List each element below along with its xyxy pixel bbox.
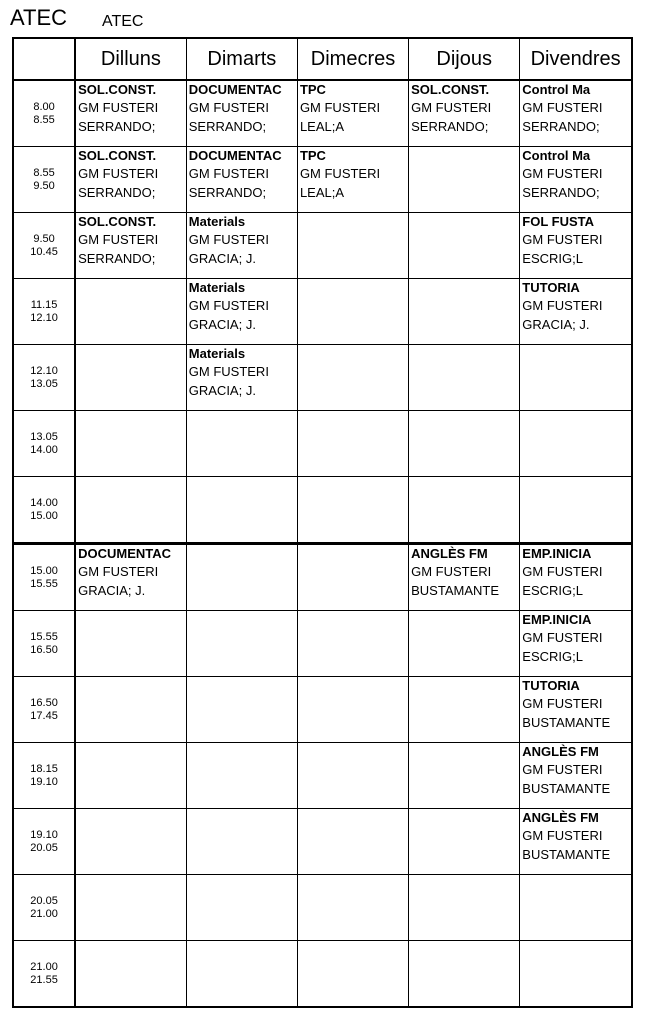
lesson-teacher: GRACIA; J. (78, 583, 146, 598)
lesson-cell (520, 677, 631, 743)
lesson-cell (520, 941, 631, 1007)
time-slot-cell (14, 809, 75, 875)
lesson-teacher: BUSTAMANTE (522, 715, 611, 730)
lesson-group: GM FUSTERI (411, 100, 492, 115)
lesson-group: GM FUSTERI (188, 364, 269, 379)
lesson-group: GM FUSTERI (188, 166, 269, 181)
lesson-teacher: ESCRIG;L (522, 583, 583, 598)
lesson-cell (409, 80, 520, 147)
lesson-cell (409, 875, 520, 941)
time-slot-cell (14, 345, 75, 411)
lesson-teacher: ESCRIG;L (522, 649, 583, 664)
lesson-subject: TPC (299, 148, 326, 163)
lesson-teacher: SERRANDO; (411, 119, 489, 134)
time-slot-cell (14, 544, 75, 611)
lesson-cell (297, 345, 408, 411)
lesson-subject: TPC (299, 82, 326, 97)
lesson-cell (520, 279, 631, 345)
time-slot-cell (14, 279, 75, 345)
lesson-teacher: SERRANDO; (188, 119, 267, 134)
lesson-cell (186, 544, 297, 611)
lesson-subject: Materials (188, 346, 246, 361)
lesson-teacher: SERRANDO; (78, 119, 156, 134)
lesson-cell (186, 147, 297, 213)
lesson-cell (75, 809, 186, 875)
lesson-cell (520, 411, 631, 477)
slot-end-time: 12.10 (30, 311, 58, 324)
lesson-subject: Control Ma (522, 148, 591, 163)
lesson-cell (409, 147, 520, 213)
lesson-cell (520, 345, 631, 411)
lesson-cell (75, 345, 186, 411)
lesson-group: GM FUSTERI (522, 630, 603, 645)
table-row (14, 875, 631, 941)
day-header-dimecres: Dimecres (297, 39, 408, 80)
lesson-subject: EMP.INICIA (522, 612, 592, 627)
lesson-teacher: SERRANDO; (188, 185, 267, 200)
lesson-cell (520, 611, 631, 677)
lesson-cell (297, 477, 408, 544)
slot-start-time: 8.00 (33, 100, 55, 113)
slot-start-time: 16.50 (30, 696, 58, 709)
lesson-cell (75, 941, 186, 1007)
slot-start-time: 20.05 (30, 894, 58, 907)
slot-start-time: 12.10 (30, 364, 58, 377)
day-header-divendres: Divendres (520, 39, 631, 80)
slot-start-time: 15.00 (30, 564, 58, 577)
lesson-cell (409, 477, 520, 544)
lesson-cell (297, 279, 408, 345)
lesson-teacher: SERRANDO; (522, 185, 600, 200)
lesson-group: GM FUSTERI (522, 696, 603, 711)
lesson-cell (297, 941, 408, 1007)
table-row (14, 941, 631, 1007)
table-row (14, 677, 631, 743)
day-header-row (14, 39, 631, 80)
lesson-cell (409, 941, 520, 1007)
lesson-cell (186, 743, 297, 809)
lesson-subject: TUTORIA (522, 678, 580, 693)
lesson-cell (75, 80, 186, 147)
slot-end-time: 17.45 (30, 709, 58, 722)
lesson-subject: ANGLÈS FM (411, 546, 488, 561)
lesson-cell (186, 80, 297, 147)
table-row (14, 80, 631, 147)
table-row (14, 279, 631, 345)
lesson-group: GM FUSTERI (78, 564, 159, 579)
lesson-cell (186, 477, 297, 544)
slot-end-time: 20.05 (30, 841, 58, 854)
lesson-cell (297, 544, 408, 611)
lesson-cell (520, 809, 631, 875)
table-row (14, 611, 631, 677)
lesson-cell (75, 611, 186, 677)
lesson-cell (297, 743, 408, 809)
lesson-teacher: SERRANDO; (78, 251, 156, 266)
lesson-cell (409, 809, 520, 875)
lesson-cell (520, 80, 631, 147)
slot-end-time: 14.00 (30, 443, 58, 456)
slot-end-time: 21.00 (30, 907, 58, 920)
lesson-cell (75, 477, 186, 544)
table-row (14, 213, 631, 279)
lesson-cell (75, 279, 186, 345)
lesson-group: GM FUSTERI (299, 100, 381, 115)
day-header-dimarts: Dimarts (186, 39, 297, 80)
schedule-table (14, 39, 631, 1006)
lesson-cell (297, 411, 408, 477)
lesson-cell (297, 677, 408, 743)
lesson-cell (520, 875, 631, 941)
lesson-cell (186, 411, 297, 477)
time-slot-cell (14, 611, 75, 677)
lesson-subject: SOL.CONST. (78, 148, 157, 163)
lesson-cell (409, 611, 520, 677)
lesson-cell (409, 213, 520, 279)
lesson-group: GM FUSTERI (522, 166, 603, 181)
lesson-teacher: GRACIA; J. (188, 317, 256, 332)
table-row (14, 743, 631, 809)
lesson-cell (75, 544, 186, 611)
lesson-teacher: BUSTAMANTE (522, 781, 611, 796)
lesson-group: GM FUSTERI (188, 298, 269, 313)
lesson-cell (297, 611, 408, 677)
day-header-dijous: Dijous (409, 39, 520, 80)
time-slot-cell (14, 677, 75, 743)
lesson-cell (520, 477, 631, 544)
time-slot-cell (14, 213, 75, 279)
slot-start-time: 8.55 (33, 166, 55, 179)
lesson-group: GM FUSTERI (78, 232, 159, 247)
slot-start-time: 15.55 (30, 630, 58, 643)
slot-end-time: 13.05 (30, 377, 58, 390)
lesson-cell (75, 875, 186, 941)
lesson-teacher: LEAL;A (299, 185, 345, 200)
slot-start-time: 21.00 (30, 960, 58, 973)
lesson-cell (186, 809, 297, 875)
time-slot-cell (14, 80, 75, 147)
lesson-subject: EMP.INICIA (522, 546, 592, 561)
lesson-subject: TUTORIA (522, 280, 580, 295)
slot-start-time: 18.15 (30, 762, 58, 775)
lesson-cell (409, 411, 520, 477)
lesson-teacher: BUSTAMANTE (411, 583, 499, 598)
lesson-cell (297, 809, 408, 875)
slot-end-time: 8.55 (33, 113, 55, 126)
lesson-cell (409, 544, 520, 611)
lesson-subject: SOL.CONST. (411, 82, 490, 97)
lesson-group: GM FUSTERI (522, 232, 603, 247)
lesson-subject: ANGLÈS FM (522, 744, 599, 759)
lesson-group: GM FUSTERI (188, 232, 269, 247)
lesson-cell (75, 147, 186, 213)
page-subtitle: ATEC (102, 13, 144, 30)
slot-end-time: 21.55 (30, 973, 58, 986)
lesson-cell (186, 677, 297, 743)
lesson-cell (75, 213, 186, 279)
slot-start-time: 14.00 (30, 496, 58, 509)
lesson-group: GM FUSTERI (522, 100, 603, 115)
lesson-group: GM FUSTERI (78, 166, 159, 181)
slot-end-time: 19.10 (30, 775, 58, 788)
lesson-cell (409, 345, 520, 411)
slot-start-time: 9.50 (33, 232, 55, 245)
lesson-teacher: LEAL;A (299, 119, 345, 134)
slot-end-time: 16.50 (30, 643, 58, 656)
time-slot-cell (14, 743, 75, 809)
lesson-cell (186, 611, 297, 677)
lesson-cell (75, 743, 186, 809)
time-slot-cell (14, 411, 75, 477)
lesson-group: GM FUSTERI (522, 828, 603, 843)
corner-cell (14, 39, 75, 80)
slot-end-time: 15.00 (30, 509, 58, 522)
lesson-group: GM FUSTERI (299, 166, 381, 181)
lesson-cell (520, 743, 631, 809)
lesson-subject: Control Ma (522, 82, 591, 97)
lesson-subject: SOL.CONST. (78, 82, 157, 97)
table-row (14, 147, 631, 213)
lesson-cell (520, 544, 631, 611)
time-slot-cell (14, 941, 75, 1007)
lesson-subject: Materials (188, 214, 246, 229)
lesson-teacher: GRACIA; J. (188, 251, 256, 266)
lesson-cell (297, 875, 408, 941)
lesson-subject: SOL.CONST. (78, 214, 157, 229)
page-title: ATEC (10, 5, 68, 30)
lesson-cell (186, 279, 297, 345)
day-header-dilluns: Dilluns (75, 39, 186, 80)
lesson-subject: FOL FUSTA (522, 214, 595, 229)
lesson-subject: DOCUMENTAC (78, 546, 172, 561)
lesson-group: GM FUSTERI (411, 564, 492, 579)
table-row (14, 809, 631, 875)
lesson-cell (297, 213, 408, 279)
lesson-cell (520, 147, 631, 213)
lesson-group: GM FUSTERI (188, 100, 269, 115)
slot-start-time: 13.05 (30, 430, 58, 443)
lesson-group: GM FUSTERI (522, 762, 603, 777)
lesson-cell (409, 743, 520, 809)
lesson-subject: DOCUMENTAC (188, 148, 282, 163)
lesson-subject: ANGLÈS FM (522, 810, 599, 825)
lesson-cell (297, 80, 408, 147)
slot-start-time: 11.15 (30, 298, 58, 311)
lesson-cell (186, 875, 297, 941)
lesson-teacher: GRACIA; J. (188, 383, 256, 398)
lesson-group: GM FUSTERI (522, 298, 603, 313)
lesson-cell (75, 677, 186, 743)
lesson-cell (186, 941, 297, 1007)
lesson-teacher: SERRANDO; (522, 119, 600, 134)
lesson-cell (520, 213, 631, 279)
lesson-cell (409, 279, 520, 345)
lesson-cell (186, 213, 297, 279)
time-slot-cell (14, 147, 75, 213)
table-row (14, 411, 631, 477)
time-slot-cell (14, 875, 75, 941)
slot-end-time: 9.50 (33, 179, 55, 192)
lesson-group: GM FUSTERI (78, 100, 159, 115)
lesson-group: GM FUSTERI (522, 564, 603, 579)
slot-end-time: 15.55 (30, 577, 58, 590)
lesson-subject: Materials (188, 280, 246, 295)
lesson-teacher: SERRANDO; (78, 185, 156, 200)
slot-start-time: 19.10 (30, 828, 58, 841)
lesson-cell (75, 411, 186, 477)
slot-end-time: 10.45 (30, 245, 58, 258)
lesson-cell (186, 345, 297, 411)
lesson-cell (409, 677, 520, 743)
time-slot-cell (14, 477, 75, 544)
lesson-teacher: GRACIA; J. (522, 317, 590, 332)
lesson-subject: DOCUMENTAC (188, 82, 282, 97)
table-row (14, 477, 631, 544)
lesson-teacher: BUSTAMANTE (522, 847, 611, 862)
lesson-teacher: ESCRIG;L (522, 251, 583, 266)
lesson-cell (297, 147, 408, 213)
table-row (14, 544, 631, 611)
table-row (14, 345, 631, 411)
